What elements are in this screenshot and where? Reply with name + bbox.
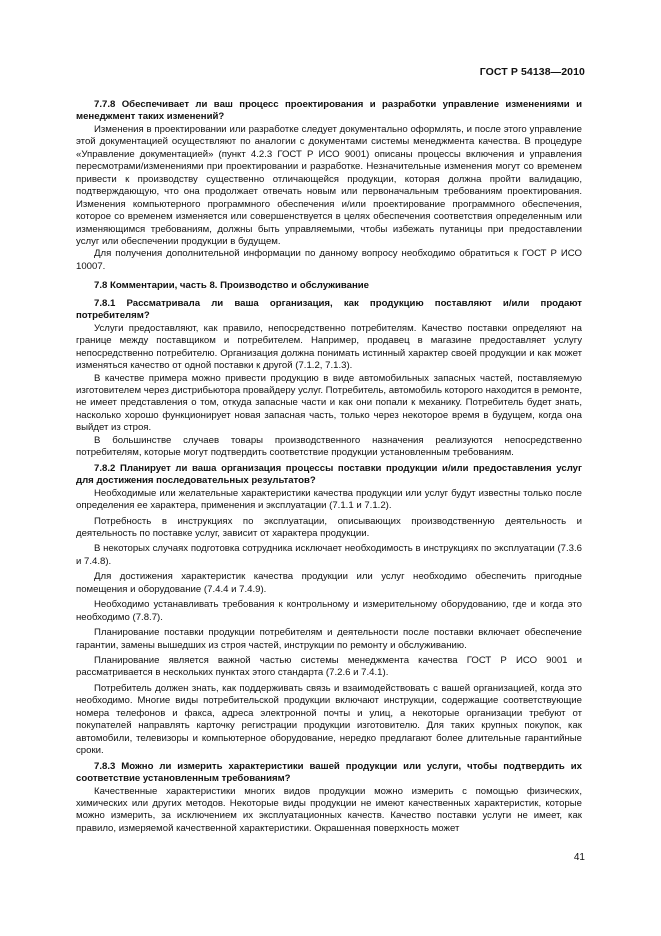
paragraph: В большинстве случаев товары производственного назначения реализуются непосредственно потребителям, которые могут подтвердить соответствие продукции установленным требованиям. xyxy=(76,434,582,459)
clause-7-8-2-heading: 7.8.2 Планирует ли ваша организация процессы поставки продукции и/или предоставления услуг для достижения последовательных результатов? xyxy=(76,462,582,487)
document-code: ГОСТ Р 54138—2010 xyxy=(479,66,585,78)
paragraph: Планирование поставки продукции потребителям и деятельности после поставки включает обеспечение гарантии, замены вышедших из строя частей, инструкции по ремонту и обслуживанию. xyxy=(76,627,582,651)
page-body xyxy=(76,96,582,835)
paragraph: В качестве примера можно привести продукцию в виде автомобильных запасных частей, поставляемую изготовителем через дистрибьютора провайдеру услуг. Потребитель, автомобиль которого находится в ремонте, не имеет представления о том, откуда запасные части и как они попали к механику. Потребитель будет знать, насколько хорошо функционирует новая запасная часть, только через некоторое время в будущем, когда она выйдет из строя. xyxy=(76,372,582,434)
clause-7-8-1-heading: 7.8.1 Рассматривала ли ваша организация, как продукцию поставляют и/или продают потребителям? xyxy=(76,297,582,322)
paragraph: Качественные характеристики многих видов продукции можно измерить с помощью физических, химических или других методов. Некоторые виды продукции не имеют качественных характеристик, которые можно измерить, за исключением их эксплуатационных качеств. Качество поставки услуги не имеет, как правило, измеряемой качественной характеристики. Окрашенная поверхность может xyxy=(76,785,582,834)
paragraph: Изменения в проектировании или разработке следует документально оформлять, и после этого управление этой документацией осуществляют по аналогии с документами системы менеджмента качества. В процедуре «Управление документацией» (пункт 4.2.3 ГОСТ Р ИСО 9001) описаны процессы включения и управления пересмотрами/изменениями при проектировании и разработке. Незначительные изменения могут со временем привести к производству существенно отличающейся продукции, которая должна пройти валидацию, подтверждающую, что она продолжает отвечать новым или первоначальным требованиям проектирования. Изменения компьютерного программного обеспечения и/или проектирование программного обеспечения, которое со временем изменяется или совершенствуется в целях обеспечения соответствия определенным или изменяющимся требованиям, должны быть управляемыми, чтобы избежать путаницы при предоставлении услуг или обеспечении продукции в будущем. xyxy=(76,123,582,247)
paragraph: Услуги предоставляют, как правило, непосредственно потребителям. Качество поставки определяют на границе между поставщиком и потребителем. Например, продавец в магазине предоставляет услугу непосредственно потребителю. Организация должна понимать истинный характер своей продукции и как может изменяться качество от одной поставки к другой (7.1.2, 7.1.3). xyxy=(76,322,582,372)
page-number: 41 xyxy=(573,852,585,863)
clause-7-7-8-heading: 7.7.8 Обеспечивает ли ваш процесс проектирования и разработки управление изменениями и менеджмент таких изменений? xyxy=(76,99,582,123)
paragraph: Потребность в инструкциях по эксплуатации, описывающих производственную деятельность и деятельность по поставке услуг, зависит от характера продукции. xyxy=(76,515,582,539)
clause-7-8-3-heading: 7.8.3 Можно ли измерить характеристики вашей продукции или услуги, чтобы подтвердить их соответствие установленным требованиям? xyxy=(76,760,582,785)
paragraph: Планирование является важной частью системы менеджмента качества ГОСТ Р ИСО 9001 и рассматривается в нескольких пунктах этого стандарта (7.2.6 и 7.4.1). xyxy=(76,655,582,679)
paragraph: В некоторых случаях подготовка сотрудника исключает необходимость в инструкциях по эксплуатации (7.3.6 и 7.4.8). xyxy=(76,543,582,567)
section-7-8-title: 7.8 Комментарии, часть 8. Производство и обслуживание xyxy=(94,280,369,292)
paragraph: Для достижения характеристик качества продукции или услуг необходимо обеспечить пригодные помещения и оборудование (7.4.4 и 7.4.9). xyxy=(76,571,582,595)
paragraph: Необходимые или желательные характеристики качества продукции или услуг будут известны только после определения ее характера, применения и эксплуатации (7.1.1 и 7.1.2). xyxy=(76,487,582,512)
paragraph: Потребитель должен знать, как поддерживать связь и взаимодействовать с вашей организацией, когда это необходимо. Многие виды потребительской продукции включают инструкции, содержащие соответствующие номера телефонов и факса, адреса электронной почты и улиц, а некоторые организации требуют от покупателей направлять карточку регистрации продукции изготовителю. Для таких крупных покупок, как автомобили, телевизоры и компьютерное оборудование, нередко предлагают более длительные гарантийные сроки. xyxy=(76,682,582,757)
paragraph: Для получения дополнительной информации по данному вопросу необходимо обратиться к ГОСТ Р ИСО 10007. xyxy=(76,248,582,272)
paragraph: Необходимо устанавливать требования к контрольному и измерительному оборудованию, где и когда это необходимо (7.8.7). xyxy=(76,599,582,623)
